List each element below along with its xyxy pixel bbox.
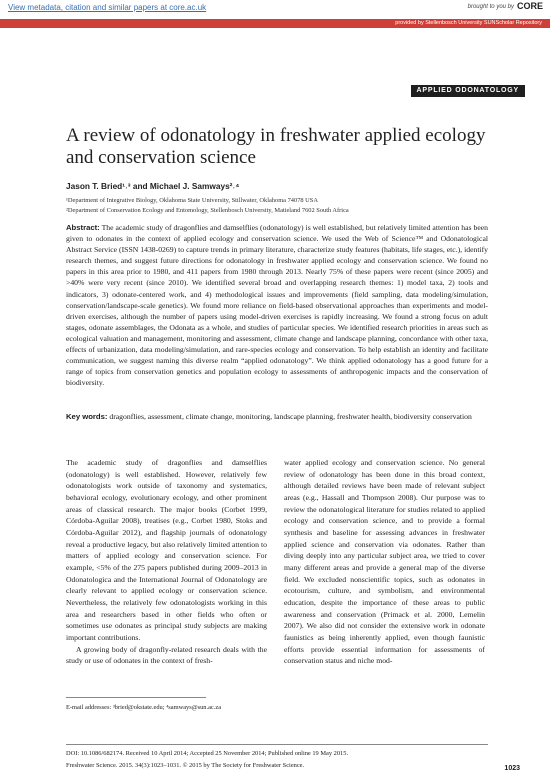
metadata-link[interactable]: View metadata, citation and similar papers at core.ac.uk — [8, 3, 207, 12]
abstract-label: Abstract: — [66, 223, 100, 232]
keywords-text: dragonflies, assessment, climate change, monitoring, landscape planning, freshwater health, biodiversity conservation — [109, 412, 472, 421]
abstract — [66, 222, 488, 388]
affiliation-2: ²Department of Conservation Ecology and Entomology, Stellenbosch University, Matieland 7602 South Africa — [66, 207, 349, 214]
body-paragraph: water applied ecology and conservation science. No general review of odonatology has been done in this broad context, although detailed reviews have been made of relevant subject areas (e.g., Hassall and Thompson 2008). Our purpose was to review the odonatological literature for studies related to applied ecology and conservation science, and to provide a formal synthesis and baseline for assessing advances in freshwater applied science and conservation via odonates. Rather than diving deeply into any particular subject area, we tried to cover many different areas and provide a general map of the diverse field. We excluded nonscientific topics, such as odonates in ecotourism, culture, and symbolism, and environmental education, despite the importance of these areas to public awareness and conservation (Primack et al. 2000, Lemelin 2007). We also did not consider the extensive work in odonate faunistics as being inherently applied, even though faunistic efforts provide essential information for assessments of conservation status and niche mod- — [284, 458, 485, 666]
repository-bar — [0, 19, 550, 28]
article-title: A review of odonatology in freshwater applied ecology and conservation science — [66, 125, 486, 168]
journal-citation: Freshwater Science. 2015. 34(3):1023–1031. © 2015 by The Society for Freshwater Science. — [66, 762, 305, 769]
body-paragraph: A growing body of dragonfly-related research deals with the study or use of odonates in the context of fresh- — [66, 644, 267, 666]
keywords — [66, 411, 488, 422]
affiliation-1: ¹Department of Integrative Biology, Oklahoma State University, Stillwater, Oklahoma 74078 USA — [66, 197, 318, 204]
doi-line: DOI: 10.1086/682174. Received 10 April 2014; Accepted 25 November 2014; Published online 19 May 2015. — [66, 750, 349, 757]
footnote-rule — [66, 697, 206, 698]
footer-rule — [66, 744, 488, 745]
core-logo[interactable]: CORE — [516, 1, 543, 11]
repository-link[interactable]: provided by Stellenbosch University SUNScholar Repository — [395, 20, 542, 26]
email-addresses: E-mail addresses: ³bried@okstate.edu; ⁴samways@sun.ac.za — [66, 704, 222, 711]
body-column-left — [66, 457, 267, 667]
keywords-label: Key words: — [66, 412, 108, 421]
brought-by-text: brought to you by — [467, 4, 514, 10]
page-number: 1023 — [504, 765, 520, 772]
authors: Jason T. Bried¹˒³ and Michael J. Samways²˒⁴ — [66, 181, 240, 191]
section-tag: APPLIED ODONATOLOGY — [411, 85, 525, 97]
body-column-right — [284, 457, 485, 667]
abstract-text: The academic study of dragonflies and damselflies (odonatology) is well established, but relatively limited attention has been given to odonates in the context of applied ecology and conservation science. We used the Web of Science™ and Odonatological Abstract Service (ISSN 1438-0269) to capture trends in primary literature, characterize study features (habitats, life stages, etc.), identify research themes, and suggest future directions for odonatology in freshwater applied ecology and conservation science. We found no papers in this area prior to 1980, and 411 papers from 1980 through 2013. Nearly 75% of these papers were recent (since 2005) and >40% were very recent (since 2010). We identified several broad and overlapping research themes: 1) model taxa, 2) tools and indicators, 3) odonate-centered work, and 4) methodological issues and improvements (field sampling, data modeling/simulation, conservation/landscape-scale genetics). We found more reliance on field-based observational approaches than experiments and model-driven exercises, although the number of papers using model-driven exercises is rapidly increasing. We found a strong focus on adult stages, odonate assemblages, the Odonata as a whole, and studies of particular species. We identified research priorities in areas such as ecological valuation and management, monitoring and assessment, climate change and landscape planning, concordance with other taxa, effects of urbanization, data modeling/simulation, and rare-species ecology and conservation. To help establish an identity and facilitate communication, we suggest naming this diverse realm “applied odonatology”. We think applied odonatology has a good future for a range of topics from conservation genetics and population ecology to assessments of anthropogenic impacts and the conservation of biodiversity. — [66, 223, 488, 388]
body-paragraph: The academic study of dragonflies and damselflies (odonatology) is well established. However, relatively few odonatologists work outside of taxonomy and systematics, behavioral ecology, evolutionary ecology, and other prominent areas of classical research. The major books (Corbet 1999, Córdoba-Aguilar 2008), treatises (e.g., Corbet 1980, Stoks and Córdoba-Aguilar 2012), and flagship journals of odonatology reveal a productive legacy, but also relatively limited attention to matters of applied ecology and conservation science. For example, <5% of the 275 papers published during 2009–2013 in Odonatologica and the International Journal of Odonatology are clearly relevant to applied ecology or conservation science. Nevertheless, the relatively few odonatologists working in this area and researchers based in other fields who often or sometimes use odonates as principal study subjects are making important contributions. — [66, 458, 267, 642]
